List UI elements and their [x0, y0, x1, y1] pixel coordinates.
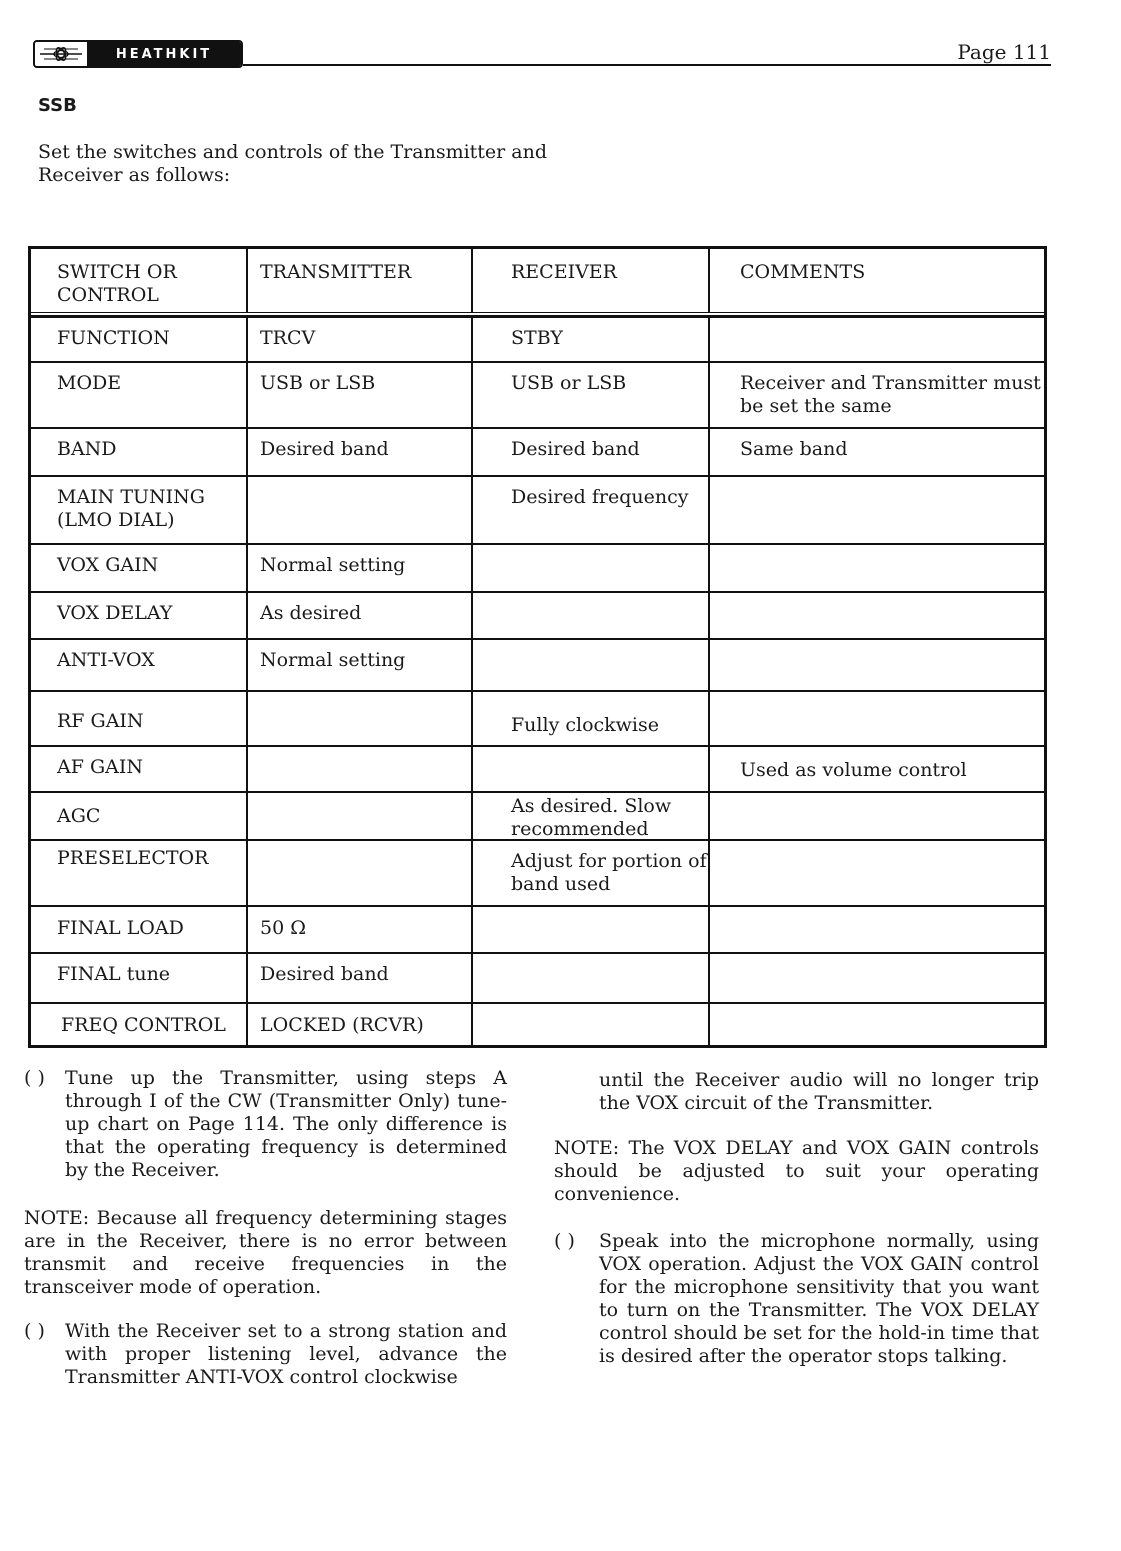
page-number: Page 111 [957, 40, 1051, 64]
table-cell [471, 747, 708, 791]
table-cell: STBY [471, 318, 708, 361]
header-cell: SWITCH OR CONTROL [57, 261, 177, 306]
table-cell: FUNCTION [57, 327, 170, 349]
table-row [31, 316, 1044, 361]
table-cell: ANTI-VOX [57, 649, 155, 671]
table-cell [708, 954, 1044, 1002]
table-cell [471, 1004, 708, 1045]
table-row [31, 952, 1044, 1002]
table-cell: USB or LSB [246, 363, 471, 427]
table-cell: MODE [57, 372, 122, 394]
table-cell [708, 692, 1044, 745]
step-checkbox[interactable]: ( ) [24, 1320, 45, 1342]
table-cell: FINAL LOAD [57, 917, 184, 939]
step-checkbox[interactable]: ( ) [554, 1230, 575, 1252]
header-cell: TRANSMITTER [246, 249, 471, 312]
step-anti-vox-text: With the Receiver set to a strong station and with proper listening level, advance the Transmitter ANTI-VOX control clockwise [65, 1320, 507, 1388]
note-vox-text: NOTE: The VOX DELAY and VOX GAIN controls should be adjusted to suit your operating convenience. [554, 1137, 1039, 1205]
table-cell: MAIN TUNING (LMO DIAL) [57, 486, 205, 531]
step-tune-up-text: Tune up the Transmitter, using steps A through I of the CW (Transmitter Only) tune-up chart on Page 114. The only difference is that the operating frequency is determined by the Receiver. [65, 1067, 507, 1181]
table-header-row [31, 249, 1044, 316]
table-cell [471, 907, 708, 952]
table-cell [708, 841, 1044, 905]
table-cell [471, 593, 708, 638]
table-cell: Desired band [246, 429, 471, 475]
table-cell: FREQ CONTROL [61, 1014, 226, 1036]
table-row [31, 361, 1044, 427]
table-cell [246, 692, 471, 745]
table-cell [246, 747, 471, 791]
table-cell [471, 545, 708, 591]
table-cell [708, 640, 1044, 690]
table-row [31, 745, 1044, 791]
table-cell [708, 318, 1044, 361]
table-row [31, 591, 1044, 638]
table-cell: As desired. Slow recommended [471, 793, 708, 839]
table-cell: LOCKED (RCVR) [246, 1004, 471, 1045]
table-cell: Same band [708, 429, 1044, 475]
table-row [31, 839, 1044, 905]
table-row [31, 905, 1044, 952]
table-row [31, 791, 1044, 839]
table-row [31, 543, 1044, 591]
table-cell: FINAL tune [57, 963, 171, 985]
table-cell: AF GAIN [57, 756, 143, 778]
table-cell: BAND [57, 438, 117, 460]
logo-emblem-icon [35, 42, 87, 66]
table-row [31, 690, 1044, 745]
table-cell [246, 793, 471, 839]
table-cell [708, 793, 1044, 839]
section-title: SSB [38, 95, 77, 116]
table-cell: Adjust for portion of band used [471, 841, 708, 905]
step-microphone-text: Speak into the microphone normally, using VOX operation. Adjust the VOX GAIN control for the microphone sensitivity that you want to turn on the Transmitter. The VOX DELAY control should be set for the hold-in time that is desired after the operator stops talking. [599, 1230, 1039, 1367]
header-cell: COMMENTS [708, 249, 1044, 312]
table-cell: Fully clockwise [471, 692, 708, 745]
heathkit-logo [33, 40, 243, 68]
logo-text: HEATHKIT [87, 42, 241, 66]
table-cell: Desired band [471, 429, 708, 475]
table-cell [471, 640, 708, 690]
table-cell: PRESELECTOR [57, 847, 209, 869]
table-cell: Normal setting [246, 545, 471, 591]
table-cell: As desired [246, 593, 471, 638]
table-cell: VOX GAIN [57, 554, 159, 576]
table-row [31, 427, 1044, 475]
step-checkbox[interactable]: ( ) [24, 1067, 45, 1089]
step-anti-vox-continued-text: until the Receiver audio will no longer trip the VOX circuit of the Transmitter. [599, 1069, 1039, 1114]
table-row [31, 1002, 1044, 1045]
table-cell: USB or LSB [471, 363, 708, 427]
table-cell: Receiver and Transmitter must be set the same [708, 363, 1044, 427]
table-cell: TRCV [246, 318, 471, 361]
table-cell [708, 907, 1044, 952]
intro-text: Set the switches and controls of the Transmitter and Receiver as follows: [38, 141, 548, 186]
header-cell: RECEIVER [471, 249, 708, 312]
table-cell: Desired band [246, 954, 471, 1002]
table-cell: 50 Ω [246, 907, 471, 952]
table-cell: RF GAIN [57, 710, 144, 732]
note-frequency-text: NOTE: Because all frequency determining stages are in the Receiver, there is no error between transmit and receive frequencies in the transceiver mode of operation. [24, 1207, 507, 1298]
table-cell: AGC [57, 805, 101, 827]
table-cell [471, 954, 708, 1002]
table-cell: Desired frequency [471, 477, 708, 543]
table-row [31, 475, 1044, 543]
table-row [31, 638, 1044, 690]
header-rule [243, 64, 1051, 66]
table-cell [246, 477, 471, 543]
table-cell: Normal setting [246, 640, 471, 690]
table-cell: Used as volume control [708, 747, 1044, 791]
table-cell [246, 841, 471, 905]
table-cell [708, 593, 1044, 638]
settings-table [28, 246, 1047, 1048]
table-cell: VOX DELAY [57, 602, 173, 624]
table-cell [708, 545, 1044, 591]
table-cell [708, 477, 1044, 543]
table-cell [708, 1004, 1044, 1045]
